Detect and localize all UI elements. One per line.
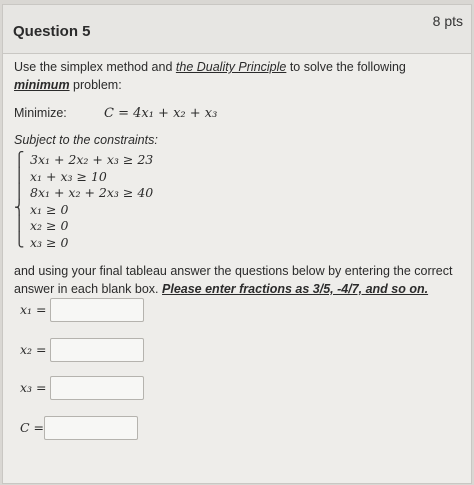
duality-principle-link[interactable]: the Duality Principle	[175, 60, 287, 74]
answer-x3-label: x₃ =	[20, 380, 47, 395]
answer-x1-label: x₁ =	[20, 302, 47, 317]
answer-c-label: C =	[20, 420, 45, 435]
constraint-list	[30, 152, 153, 251]
constraint-item: x₁ + x₃ ≥ 10	[30, 168, 107, 184]
constraint-item: x₃ ≥ 0	[30, 234, 69, 250]
intro-text-1: Use the simplex method and	[14, 60, 176, 74]
answer-x2-input[interactable]	[50, 338, 144, 362]
brace-icon: ⎧ ⎪ ⎪ ⎨ ⎪ ⎩	[14, 152, 25, 248]
answer-x1-input[interactable]	[50, 298, 144, 322]
question-intro	[14, 58, 454, 94]
constraint-item: x₁ ≥ 0	[30, 201, 69, 217]
intro-text-2: to solve the following	[286, 60, 406, 74]
answer-x2-row	[14, 338, 194, 364]
answer-x3-input[interactable]	[50, 376, 144, 400]
constraint-item: 8x₁ + x₂ + 2x₃ ≥ 40	[30, 185, 154, 200]
objective-label: Minimize:	[14, 106, 67, 120]
constraint-system	[14, 152, 214, 256]
fraction-format-note: Please enter fractions as 3/5, -4/7, and so on.	[162, 282, 429, 296]
answer-c-row	[14, 416, 194, 442]
answer-x2-label: x₂ =	[20, 342, 47, 357]
instructions	[14, 262, 464, 298]
question-points: 8 pts	[432, 13, 463, 29]
answer-x3-row	[14, 376, 194, 402]
instructions-text: and using your final tableau answer the questions below by entering the correct answer in each blank box.	[14, 264, 453, 296]
constraint-item: x₂ ≥ 0	[30, 218, 69, 233]
constraints-label: Subject to the constraints:	[14, 133, 158, 147]
objective-equation: C = 4x₁ + x₂ + x₃	[104, 106, 218, 121]
question-header	[3, 5, 471, 54]
answer-x1-row	[14, 298, 194, 324]
constraint-item: 3x₁ + 2x₂ + x₃ ≥ 23	[30, 152, 154, 167]
intro-text-3: problem:	[69, 78, 122, 92]
question-title: Question 5	[13, 23, 91, 40]
intro-emphasis: minimum	[14, 78, 70, 92]
answer-c-input[interactable]	[44, 416, 138, 440]
